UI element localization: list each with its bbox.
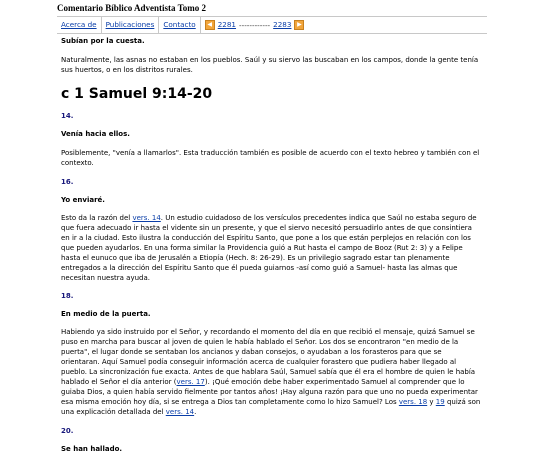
verse-ref-link[interactable]: vers. 14 bbox=[132, 214, 161, 222]
verse-number: 20. bbox=[61, 427, 74, 435]
next-page-icon[interactable]: ▶ bbox=[294, 20, 304, 30]
verse-number: 14. bbox=[61, 112, 74, 120]
verse-text: Posiblemente, "venía a llamarlos". Esta traducción también es posible de acuerdo con el texto hebreo y también con el contexto. bbox=[61, 149, 480, 167]
verse-text-part: Habiendo ya sido instruido por el Señor, y recordando el momento del día en que recibió el mensaje, quizá Samuel se puso en marcha para buscar al joven de quien le había hablado el Señor. Los dos se encontraron "en medio de la puerta", el lugar donde se sentaban los ancianos y daban consejos, o ayudaban a los forasteros para que se orientaran. Aquí Samuel podía conseguir información acerca de cualquier forastero que pudiera haber llegado al pueblo. La sincronización fue exacta. Antes de que hablara Saúl, Samuel sabía que él era el hombre de quien le había hablado el Señor el día anterior ( bbox=[61, 328, 476, 386]
verse-text bbox=[61, 213, 481, 283]
verse-text bbox=[61, 327, 481, 417]
prev-page-link[interactable]: 2281 bbox=[217, 20, 237, 29]
app-title: Comentario Bíblico Adventista Tomo 2 bbox=[57, 3, 207, 13]
verse-text-part: ). ¡Qué emoción debe haber experimentado Samuel al comprender que lo guiaba Dios, a quien había servido fielmente por tantos años! ¡Hay alguna razón para que uno no pueda experimentar esa misma emoción hoy día, si se entrega a Dios tan completamente como lo hizo Samuel? Los bbox=[61, 378, 478, 406]
verse-text-part: quizá son una explicación detallada del bbox=[61, 398, 481, 416]
verse-heading: Yo enviaré. bbox=[61, 196, 105, 204]
prev-page-icon[interactable]: ◀ bbox=[205, 20, 215, 30]
section-heading: Subían por la cuesta. bbox=[61, 37, 145, 45]
verse-number: 18. bbox=[61, 292, 74, 300]
nav-link-contact[interactable]: Contacto bbox=[163, 20, 196, 29]
article-body bbox=[61, 36, 481, 454]
section-text: Naturalmente, las asnas no estaban en los pueblos. Saúl y su siervo las buscaban en los campos, donde la gente tenía sus huertos, o en los distritos rurales. bbox=[61, 56, 479, 74]
verse-text-part: y bbox=[427, 398, 436, 406]
pager-divider: ------------ bbox=[239, 20, 271, 30]
nav-link-publications[interactable]: Publicaciones bbox=[105, 20, 155, 29]
verse-ref-link[interactable]: 19 bbox=[435, 398, 445, 406]
verse-ref-link[interactable]: vers. 18 bbox=[398, 398, 428, 406]
verse-heading: En medio de la puerta. bbox=[61, 310, 151, 318]
verse-text-part: . bbox=[194, 408, 197, 416]
verse-ref-link[interactable]: vers. 14 bbox=[165, 408, 195, 416]
verse-heading: Venía hacia ellos. bbox=[61, 130, 130, 138]
page-header bbox=[57, 0, 487, 34]
next-page-link[interactable]: 2283 bbox=[273, 20, 292, 29]
verse-text-part: . Un estudio cuidadoso de los versículos precedentes indica que Saúl no estaba seguro de que fuera adecuado ir hasta el vidente sin un presente, y que el siervo necesitó persuadirlo antes de que consintiera en ir a la ciudad. Esto ilustra la conducción del Espíritu Santo, que pone a los que están perplejos en relación con los que pueden ayudarlos. En una forma similar la Providencia guió a Rut hasta el campo de Booz (Rut 2: 3) y a Felipe hasta el eunuco que iba de Jerusalén a Etiopía (Hech. 8: 26-29). Es un privilegio sagrado estar tan plenamente entregados a la dirección del Espíritu Santo que él pueda guiarnos -así como guió a Samuel- hasta las almas que necesitan nuestra ayuda. bbox=[61, 214, 477, 282]
verse-ref-link[interactable]: vers. 17 bbox=[176, 378, 205, 386]
verse-heading: Se han hallado. bbox=[61, 445, 123, 453]
chapter-heading: c 1 Samuel 9:14-20 bbox=[61, 86, 213, 102]
nav-link-about[interactable]: Acerca de bbox=[61, 20, 97, 29]
page-pager bbox=[201, 17, 305, 33]
top-nav bbox=[57, 16, 487, 34]
verse-number: 16. bbox=[61, 178, 74, 186]
verse-text-part: Esto da la razón del bbox=[61, 214, 133, 222]
